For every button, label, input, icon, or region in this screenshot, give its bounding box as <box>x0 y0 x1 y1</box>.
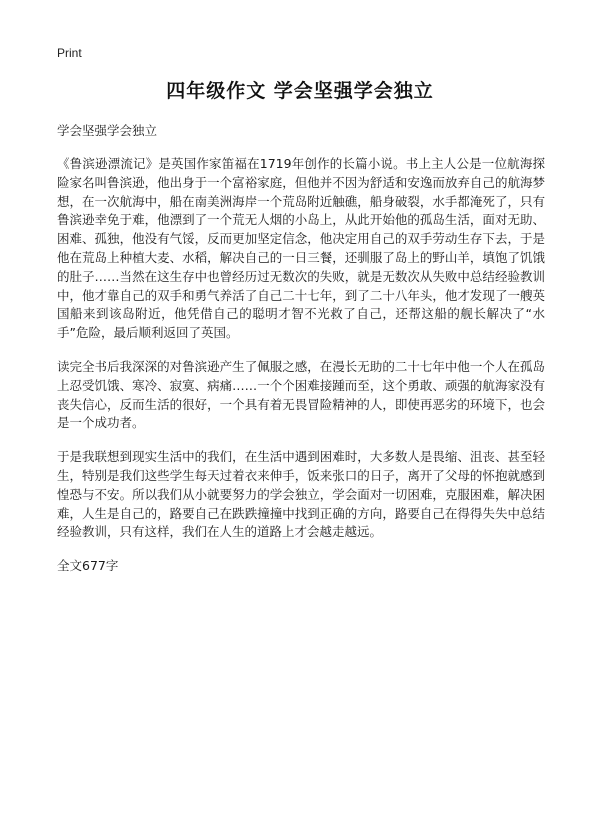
article-subtitle: 学会坚强学会独立 <box>57 123 158 138</box>
paragraph-1: 《鲁滨逊漂流记》是英国作家笛福在1719年创作的长篇小说。书上主人公是一位航海探险家名叫鲁滨逊，他出身于一个富裕家庭，但他并不因为舒适和安逸而放弃自己的航海梦想，在一次航海中，船在南美洲海岸一个荒岛附近触礁，船身破裂，水手都淹死了，只有鲁滨逊幸免于难，他漂到了一个荒无人烟的小岛上，从此开始他的孤岛生活，面对无助、困难、孤独，他没有气馁，反而更加坚定信念，他决定用自己的双手劳动生存下去，于是他在荒岛上种植大麦、水稻，解决自己的一日三餐，还驯服了岛上的野山羊，填饱了饥饿的肚子……当然在这生存中也曾经历过无数次的失败，就是无数次从失败中总结经验教训中，他才靠自己的双手和勇气养活了自己二十七年，到了二十八年头，他才发现了一艘英国船来到该岛附近，他凭借自己的聪明才智不光救了自己，还帮这船的舰长解决了“水手”危险，最后顺利返回了英国。 <box>57 156 545 341</box>
article-body <box>57 122 545 575</box>
page-title: 四年级作文 学会坚强学会独立 <box>166 80 434 102</box>
word-count: 全文677字 <box>57 558 119 574</box>
paragraph-2: 读完全书后我深深的对鲁滨逊产生了佩服之感，在漫长无助的二十七年中他一个人在孤岛上忍受饥饿、寒冷、寂寞、病痛……一个个困难接踵而至，这个勇敢、顽强的航海家没有丧失信心，反而生活的很好，一个具有着无畏冒险精神的人，即使再恶劣的环境下，也会是一个成功者。 <box>57 358 545 431</box>
paragraph-3: 于是我联想到现实生活中的我们，在生活中遇到困难时，大多数人是畏缩、沮丧、甚至轻生，特别是我们这些学生每天过着衣来伸手，饭来张口的日子，离开了父母的怀抱就感到惶恐与不安。所以我们从小就要努力的学会独立，学会面对一切困难，克服困难，解决困难，人生是自己的，路要自己在跌跌撞撞中找到正确的方向，路要自己在得得失失中总结经验教训，只有这样，我们在人生的道路上才会越走越远。 <box>57 449 545 540</box>
print-link[interactable]: Print <box>57 46 82 60</box>
